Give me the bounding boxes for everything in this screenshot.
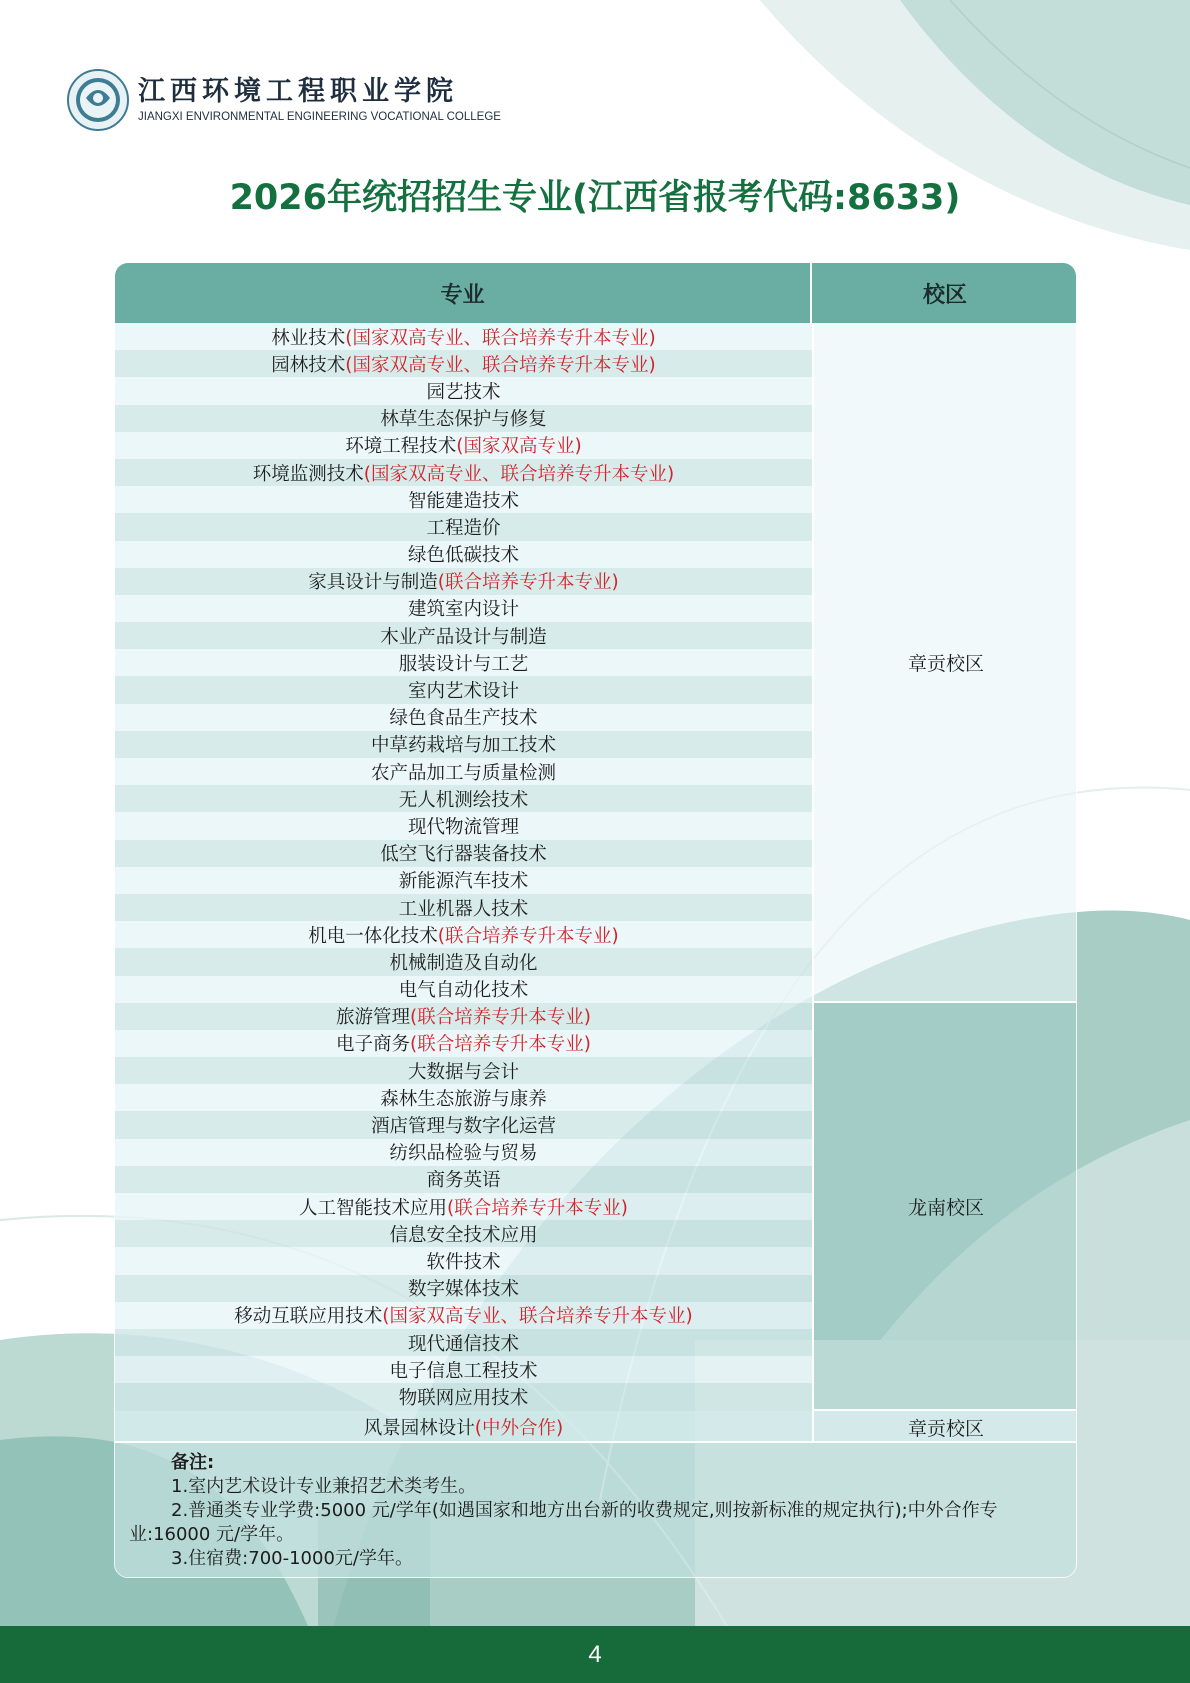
major-name: 物联网应用技术 (398, 1387, 529, 1409)
major-name: 农产品加工与质量检测 (370, 762, 556, 784)
major-name: 移动互联应用技术 (234, 1306, 383, 1328)
major-name: 绿色低碳技术 (407, 545, 519, 567)
major-tag: (联合培养专升本专业) (410, 1034, 591, 1056)
table-row (115, 432, 812, 459)
table-row (115, 1030, 812, 1057)
table-row (115, 1003, 812, 1030)
notes-section (115, 1441, 1077, 1578)
major-name: 林草生态保护与修复 (380, 409, 547, 431)
table-row (115, 1247, 812, 1274)
table-row (115, 1139, 812, 1166)
major-name: 人工智能技术应用 (299, 1197, 448, 1219)
table-row (115, 731, 812, 758)
major-name: 旅游管理 (336, 1007, 411, 1029)
major-name: 木业产品设计与制造 (380, 626, 547, 648)
table-row (115, 350, 812, 377)
table-row (115, 1329, 812, 1356)
major-name: 电子信息工程技术 (389, 1360, 538, 1382)
table-row (115, 622, 812, 649)
header-major: 专业 (115, 263, 812, 323)
table-row (115, 921, 812, 948)
major-name: 家具设计与制造 (308, 572, 438, 594)
major-name: 风景园林设计 (363, 1417, 475, 1439)
major-name: 中草药栽培与加工技术 (370, 735, 556, 757)
table-row (115, 568, 812, 595)
table-row (115, 459, 812, 486)
major-name: 园艺技术 (426, 381, 501, 403)
college-emblem-icon (66, 68, 130, 132)
major-name: 服装设计与工艺 (398, 653, 529, 675)
major-name: 纺织品检验与贸易 (389, 1143, 538, 1165)
major-name: 智能建造技术 (407, 490, 519, 512)
major-tag: (国家双高专业、联合培养专升本专业) (345, 354, 656, 376)
table-row (115, 785, 812, 812)
major-tag: (联合培养专升本专业) (437, 572, 619, 594)
major-name: 软件技术 (426, 1251, 501, 1273)
header-campus: 校区 (922, 282, 967, 308)
major-name: 信息安全技术应用 (389, 1224, 538, 1246)
major-name: 低空飞行器装备技术 (380, 844, 547, 866)
major-name: 数字媒体技术 (407, 1279, 519, 1301)
major-tag: (联合培养专升本专业) (447, 1197, 628, 1219)
major-name: 工业机器人技术 (398, 898, 529, 920)
table-row (115, 948, 812, 975)
table-row (115, 649, 812, 676)
major-tag: (中外合作) (474, 1417, 564, 1439)
table-row (115, 812, 812, 839)
table-row (115, 1220, 812, 1247)
major-name: 环境工程技术 (345, 436, 457, 458)
major-name: 现代通信技术 (407, 1333, 519, 1355)
table-row (115, 1302, 812, 1329)
table-row (115, 377, 812, 404)
note-item: 1.室内艺术设计专业兼招艺术类考生。 (171, 1476, 477, 1497)
note-item: 3.住宿费:700-1000元/学年。 (171, 1548, 413, 1569)
major-tag: (国家双高专业、联合培养专升本专业) (382, 1306, 693, 1328)
table-row (115, 840, 812, 867)
major-name: 机电一体化技术 (308, 925, 438, 947)
page-title: 2026年统招招生专业(江西省报考代码:8633) (229, 178, 961, 218)
major-name: 园林技术 (271, 354, 346, 376)
table-row (115, 323, 812, 350)
note-item: 2.普通类专业学费:5000 元/学年(如遇国家和地方出台新的收费规定,则按新标准的规定执行);中外合作专业:16000 元/学年。 (129, 1500, 998, 1545)
major-tag: (国家双高专业、联合培养专升本专业) (345, 327, 656, 349)
campus-cell: 龙南校区 (814, 1003, 1077, 1411)
table-row (115, 595, 812, 622)
table-row (115, 1193, 812, 1220)
major-name: 建筑室内设计 (407, 599, 519, 621)
major-name: 室内艺术设计 (407, 681, 519, 703)
table-row (115, 758, 812, 785)
table-row (115, 676, 812, 703)
notes-title: 备注: (171, 1452, 215, 1473)
major-tag: (国家双高专业、联合培养专升本专业) (363, 463, 675, 485)
table-row (115, 867, 812, 894)
table-row (115, 541, 812, 568)
campus-cell: 章贡校区 (814, 323, 1077, 1003)
table-row (115, 1111, 812, 1138)
college-name-cn: 江西环境工程职业学院 (138, 76, 458, 107)
table-header (115, 263, 1077, 323)
majors-table (114, 262, 1077, 1578)
page-footer (0, 1626, 1190, 1683)
table-row (115, 1166, 812, 1193)
table-row (115, 894, 812, 921)
table-row (115, 976, 812, 1003)
campus-cell: 章贡校区 (814, 1411, 1077, 1443)
table-row (115, 1383, 812, 1410)
table-row (115, 704, 812, 731)
campus-column (812, 323, 1077, 1443)
major-list (115, 323, 812, 1443)
major-name: 无人机测绘技术 (398, 789, 529, 811)
college-name-en: JIANGXI ENVIRONMENTAL ENGINEERING VOCATIONAL COLLEGE (138, 111, 501, 123)
major-name: 电气自动化技术 (398, 980, 529, 1002)
major-name: 电子商务 (336, 1034, 411, 1056)
college-logo (66, 68, 501, 132)
major-name: 机械制造及自动化 (389, 952, 538, 974)
major-name: 绿色食品生产技术 (389, 708, 538, 730)
table-row (115, 1084, 812, 1111)
major-name: 新能源汽车技术 (398, 871, 529, 893)
page-number: 4 (588, 1640, 602, 1668)
table-row (115, 513, 812, 540)
table-row (115, 486, 812, 513)
major-name: 现代物流管理 (407, 816, 519, 838)
major-name: 酒店管理与数字化运营 (370, 1116, 556, 1138)
table-row (115, 1057, 812, 1084)
major-name: 大数据与会计 (407, 1061, 519, 1083)
major-name: 工程造价 (426, 517, 501, 539)
table-row (115, 1411, 812, 1443)
table-row (115, 405, 812, 432)
major-tag: (联合培养专升本专业) (410, 1007, 591, 1029)
major-tag: (联合培养专升本专业) (437, 925, 619, 947)
major-name: 森林生态旅游与康养 (380, 1088, 547, 1110)
major-name: 商务英语 (426, 1170, 501, 1192)
major-name: 环境监测技术 (252, 463, 364, 485)
major-name: 林业技术 (271, 327, 346, 349)
table-row (115, 1275, 812, 1302)
major-tag: (国家双高专业) (456, 436, 582, 458)
table-row (115, 1356, 812, 1383)
